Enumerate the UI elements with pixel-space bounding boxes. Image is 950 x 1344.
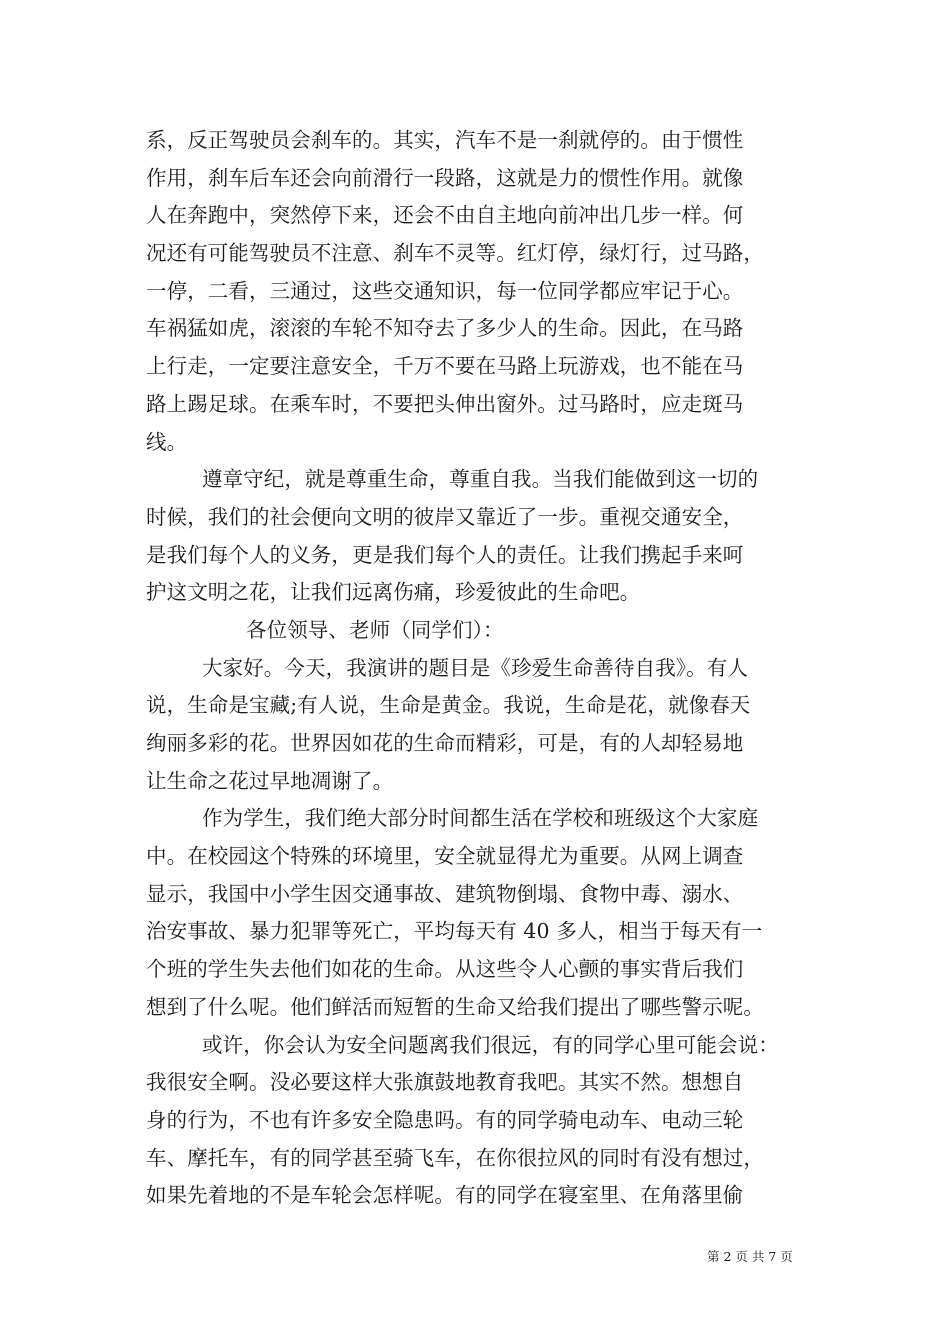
text-line: 系，反正驾驶员会刹车的。其实，汽车不是一刹就停的。由于惯性 — [146, 128, 744, 152]
page-number: 第 2 页 共 7 页 — [707, 1249, 793, 1264]
text-line: 护这文明之花，让我们远离伤痛，珍爱彼此的生命吧。 — [146, 580, 641, 605]
text-line: 作用，刹车后车还会向前滑行一段路，这就是力的惯性作用。就像 — [146, 165, 744, 190]
text-line: 车、摩托车，有的同学甚至骑飞车，在你很拉风的同时有没有想过， — [146, 1145, 764, 1170]
body-text — [146, 122, 806, 1215]
text-line: 一停，二看，三通过，这些交通知识，每一位同学都应牢记于心。 — [146, 278, 744, 303]
text-line: 线。 — [146, 429, 188, 454]
text-line: 是我们每个人的义务，更是我们每个人的责任。让我们携起手来呵 — [146, 542, 744, 567]
text-line: 绚丽多彩的花。世界因如花的生命而精彩，可是，有的人却轻易地 — [146, 731, 744, 755]
text-line: 如果先着地的不是车轮会怎样呢。有的同学在寝室里、在角落里偷 — [146, 1183, 744, 1208]
text-line: 时候，我们的社会便向文明的彼岸又靠近了一步。重视交通安全， — [146, 504, 744, 529]
text-line: 身的行为，不也有许多安全隐患吗。有的同学骑电动车、电动三轮 — [146, 1107, 744, 1132]
text-line: 路上踢足球。在乘车时，不要把头伸出窗外。过马路时，应走斑马 — [146, 391, 744, 416]
text-line: 我很安全啊。没必要这样大张旗鼓地教育我吧。其实不然。想想自 — [146, 1070, 744, 1095]
text-line: 人在奔跑中，突然停下来，还会不由自主地向前冲出几步一样。何 — [146, 203, 744, 228]
text-line: 治安事故、暴力犯罪等死亡，平均每天有 40 多人，相当于每天有一 — [146, 919, 763, 944]
text-line: 中。在校园这个特殊的环境里，安全就显得尤为重要。从网上调查 — [146, 844, 744, 869]
text-line: 个班的学生失去他们如花的生命。从这些令人心颤的事实背后我们 — [146, 957, 744, 982]
paragraph-start: 或许，你会认为安全问题离我们很远，有的同学心里可能会说： — [202, 1032, 779, 1057]
paragraph-start: 遵章守纪，就是尊重生命，尊重自我。当我们能做到这一切的 — [202, 467, 759, 492]
salutation: 各位领导、老师（同学们）： — [246, 617, 504, 642]
text-line: 让生命之花过早地凋谢了。 — [146, 768, 394, 793]
text-line: 显示，我国中小学生因交通事故、建筑物倒塌、食物中毒、溺水、 — [146, 881, 744, 906]
text-line: 上行走，一定要注意安全，千万不要在马路上玩游戏，也不能在马 — [146, 354, 744, 379]
text-line: 车祸猛如虎，滚滚的车轮不知夺去了多少人的生命。因此，在马路 — [146, 316, 744, 341]
text-line: 想到了什么呢。他们鲜活而短暂的生命又给我们提出了哪些警示呢。 — [146, 994, 764, 1019]
paragraph-start: 作为学生，我们绝大部分时间都生活在学校和班级这个大家庭 — [202, 806, 759, 831]
text-line: 况还有可能驾驶员不注意、刹车不灵等。红灯停，绿灯行，过马路， — [146, 241, 764, 266]
text-line: 说，生命是宝藏;有人说，生命是黄金。我说，生命是花，就像春天 — [146, 693, 751, 718]
paragraph-start: 大家好。今天，我演讲的题目是《珍爱生命善待自我》。有人 — [202, 655, 748, 680]
